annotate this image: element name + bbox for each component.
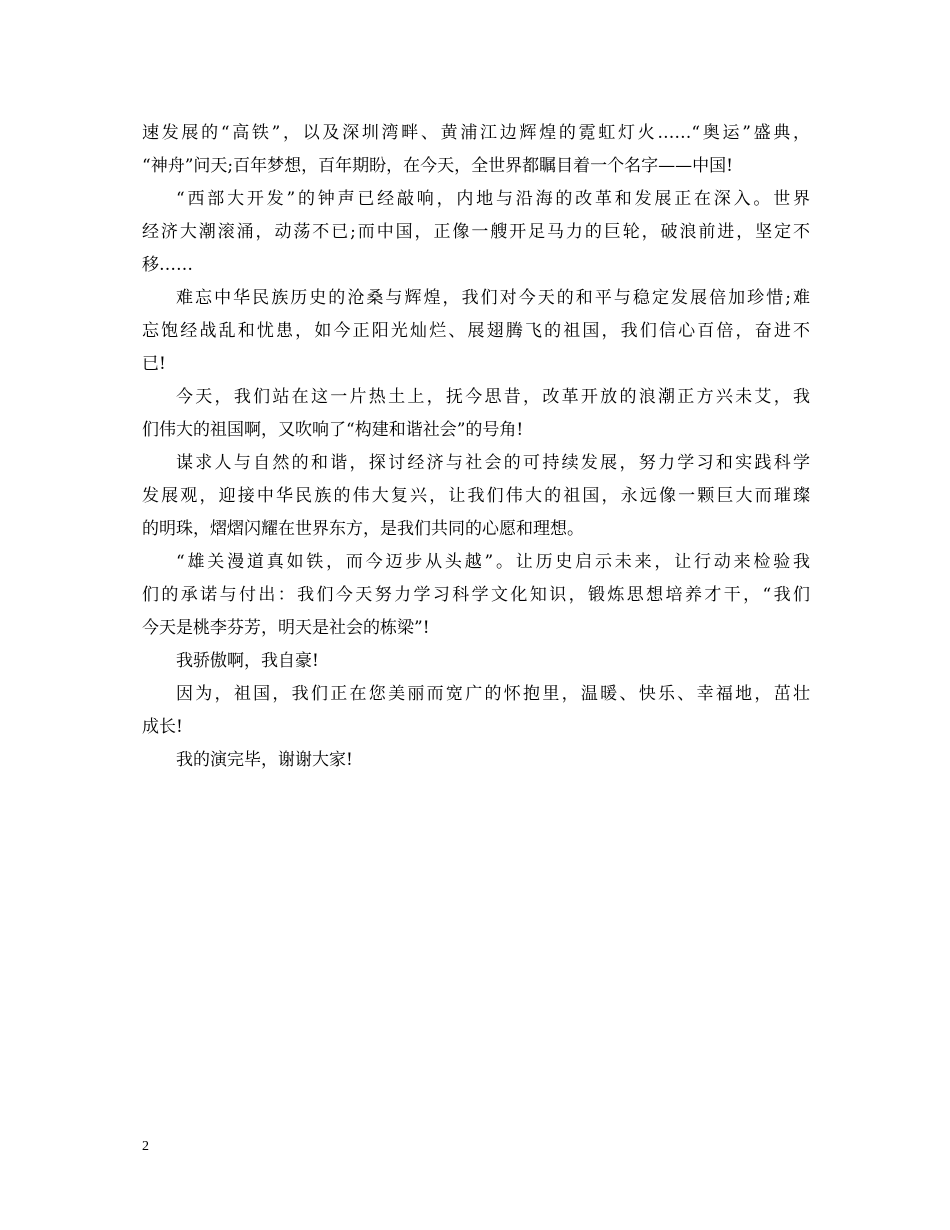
text-line: 的明珠，熠熠闪耀在世界东方，是我们共同的心愿和理想。: [142, 519, 584, 539]
text-line: 经济大潮滚涌，动荡不已;而中国，正像一艘开足马力的巨轮，破浪前进，坚定不: [142, 222, 810, 242]
text-line: 发展观，迎接中华民族的伟大复兴，让我们伟大的祖国，永远像一颗巨大而璀璨: [142, 486, 810, 506]
text-line: 们的承诺与付出：我们今天努力学习科学文化知识，锻炼思想培养才干，“我们: [142, 585, 810, 605]
text-line: 们伟大的祖国啊，又吹响了“构建和谐社会”的号角!: [142, 420, 524, 440]
paragraph-start-line: 我骄傲啊，我自豪!: [176, 651, 319, 671]
paragraph-start-line: 我的演完毕，谢谢大家!: [176, 750, 353, 770]
document-body: [142, 117, 810, 777]
paragraph-start-line: 因为，祖国，我们正在您美丽而宽广的怀抱里，温暖、快乐、幸福地，茁壮: [176, 684, 810, 704]
text-line: 已!: [142, 354, 166, 374]
text-line: 速发展的“高铁”，以及深圳湾畔、黄浦江边辉煌的霓虹灯火……“奥运”盛典，: [142, 123, 810, 143]
text-line: 今天是桃李芬芳，明天是社会的栋梁”!: [142, 618, 430, 638]
text-line: 成长!: [142, 717, 183, 737]
page-number: 2: [142, 1139, 149, 1154]
text-line: 忘饱经战乱和忧患，如今正阳光灿烂、展翅腾飞的祖国，我们信心百倍，奋进不: [142, 321, 810, 341]
paragraph-start-line: “西部大开发”的钟声已经敲响，内地与沿海的改革和发展正在深入。世界: [176, 189, 810, 209]
paragraph-start-line: “雄关漫道真如铁，而今迈步从头越”。让历史启示未来，让行动来检验我: [176, 552, 810, 572]
paragraph-start-line: 今天，我们站在这一片热土上，抚今思昔，改革开放的浪潮正方兴未艾，我: [176, 387, 810, 407]
paragraph-start-line: 谋求人与自然的和谐，探讨经济与社会的可持续发展，努力学习和实践科学: [176, 453, 810, 473]
paragraph-start-line: 难忘中华民族历史的沧桑与辉煌，我们对今天的和平与稳定发展倍加珍惜;难: [176, 288, 810, 308]
text-line: 移……: [142, 255, 193, 275]
text-line: “神舟”问天;百年梦想，百年期盼，在今天，全世界都瞩目着一个名字——中国!: [142, 156, 733, 176]
